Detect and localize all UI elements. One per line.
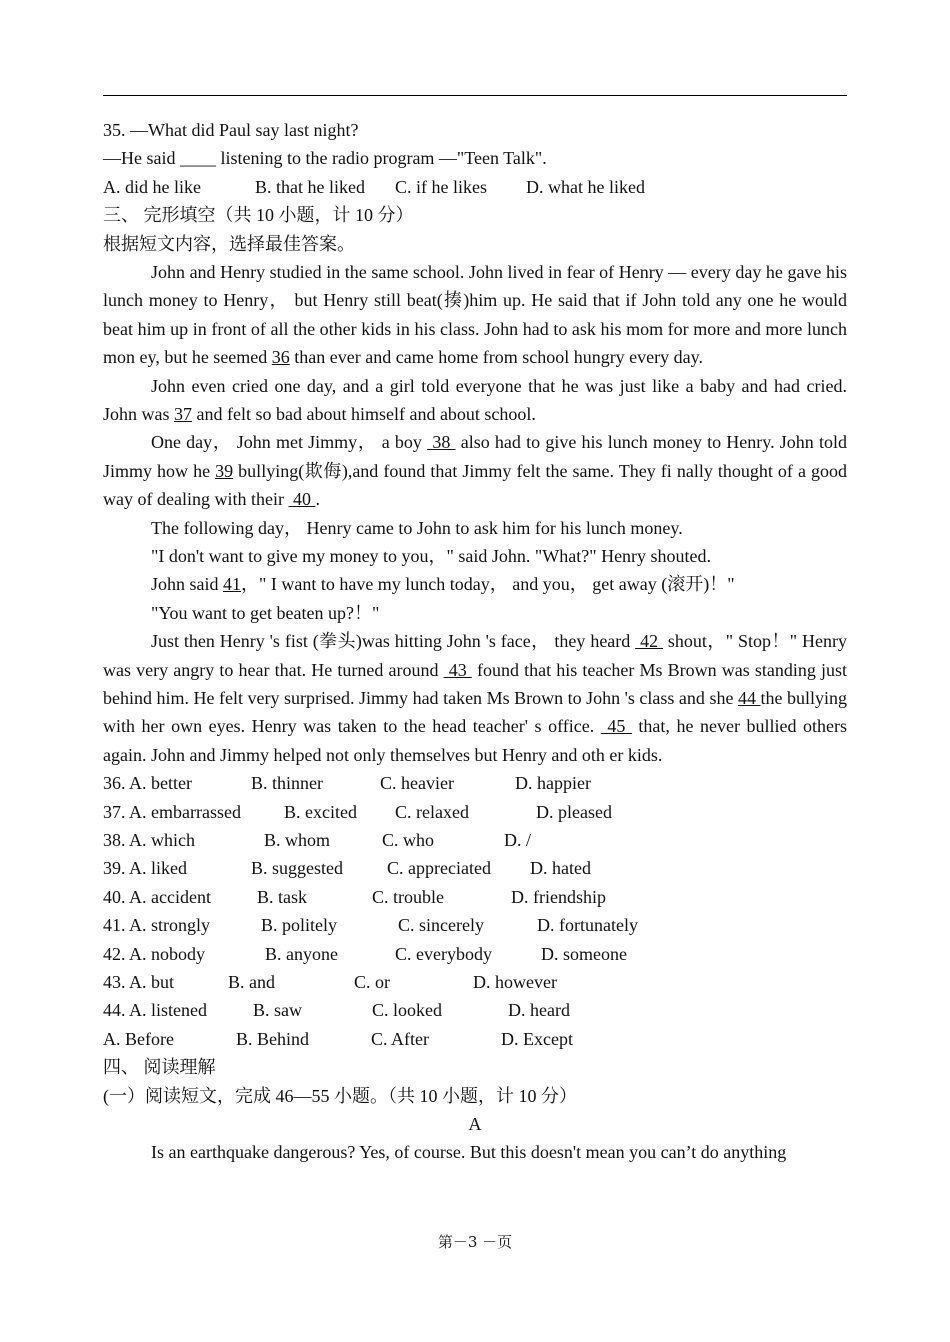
options-42: [103, 940, 847, 968]
option-c: C. appreciated: [387, 858, 491, 879]
passage-paragraph-4: The following day， Henry came to John to ask him for his lunch money.: [151, 517, 683, 538]
option-c: C. or: [354, 972, 390, 992]
option-c: C. everybody: [395, 943, 492, 964]
option-b: B. Behind: [236, 1028, 310, 1049]
options-39: [103, 854, 847, 882]
passage-paragraph-5: "I don't want to give my money to you，" said John. "What?" Henry shouted.: [151, 546, 712, 567]
option-a: 39. A. liked: [103, 858, 187, 879]
passage-letter: A: [468, 1113, 482, 1134]
option-b: B. suggested: [251, 858, 343, 879]
passage-paragraph-8: Just then Henry 's fist (拳头)was hitting John 's face， they heard 42 shout，" Stop！" Henry was very angry to hear that. He turned around 43 found that his teacher Ms Brown was standing just behind him. He felt very surprised. Jimmy had taken Ms Brown to John 's class and she 44 the bullying with her own eyes. Henry was taken to the head teacher' s office. 45 that, he never bullied others again. John and Jimmy helped not only themselves but Henry and oth er kids.: [103, 631, 848, 765]
option-d: D. /: [504, 830, 531, 851]
blank-36: 36: [271, 347, 290, 368]
page-number: 第－3 －页: [437, 1233, 513, 1251]
option-c: C. heavier: [380, 773, 454, 794]
option-d: D. pleased: [536, 801, 612, 822]
option-b: B. saw: [253, 1000, 302, 1021]
option-a: 43. A. but: [103, 972, 175, 992]
option-a: 41. A. strongly: [103, 915, 211, 936]
option-b: B. whom: [264, 830, 331, 851]
q35-stem: 35. —What did Paul say last night?: [103, 120, 359, 140]
option-b: B. thinner: [251, 773, 323, 794]
section3-instruction: 根据短文内容，选择最佳答案。: [103, 233, 355, 254]
options-38: [103, 826, 847, 854]
blank-40: 40: [288, 489, 316, 510]
passage-paragraph-3: One day， John met Jimmy， a boy 38 also had to give his lunch money to Henry. John told Jimmy how he 39 bullying(欺侮),and found that Jimmy felt the same. They fi nally thought of a good way of dealing with their 40 .: [103, 432, 847, 510]
option-a: A. Before: [103, 1028, 174, 1049]
option-d: D. however: [473, 972, 557, 992]
option-a: 42. A. nobody: [103, 943, 206, 964]
blank-42: 42: [635, 631, 664, 652]
blank-41: 41: [223, 574, 241, 595]
q35-option-c: C. if he likes: [395, 176, 487, 197]
option-a: 44. A. listened: [103, 1000, 207, 1021]
passage-paragraph-2: John even cried one day, and a girl told everyone that he was just like a baby and had cried. John was 37 and felt so bad about himself and about school.: [103, 375, 847, 424]
option-d: D. fortunately: [537, 915, 638, 936]
options-37: [103, 798, 847, 826]
q35-option-a: A. did he like: [103, 176, 201, 197]
q35-options: [103, 173, 847, 201]
option-c: C. sincerely: [398, 915, 484, 936]
q35-blank: ____: [179, 148, 216, 169]
options-44: [103, 996, 847, 1024]
option-a: 38. A. which: [103, 830, 195, 851]
option-b: B. excited: [284, 801, 357, 822]
header-rule: [103, 95, 847, 96]
blank-45: 45: [600, 716, 632, 737]
option-c: C. looked: [372, 1000, 442, 1021]
section4-title: 四、 阅读理解: [103, 1057, 216, 1078]
option-d: D. heard: [508, 1000, 570, 1021]
section3-title: 三、 完形填空（共 10 小题，计 10 分）: [103, 205, 414, 226]
blank-43: 43: [443, 659, 472, 680]
option-a: 36. A. better: [103, 773, 192, 794]
options-43: [103, 968, 847, 996]
passage-paragraph-6: John said 41，" I want to have my lunch today， and you， get away (滚开)！": [151, 574, 735, 595]
blank-39: 39: [215, 460, 234, 481]
option-c: C. who: [382, 830, 435, 851]
option-b: B. politely: [261, 915, 337, 936]
option-d: D. Except: [501, 1028, 573, 1049]
option-b: B. anyone: [265, 943, 338, 964]
option-b: B. task: [257, 886, 308, 907]
passage-paragraph-1: John and Henry studied in the same school. John lived in fear of Henry — every day he gave his lunch money to Henry， but Henry still beat(揍)him up. He said that if John told any one he would beat him up in front of all the other kids in his class. John had to ask his mom for more and more lunch mon ey, but he seemed 36 than ever and came home from school hungry every day.: [103, 261, 847, 368]
q35-answer: —He said ____ listening to the radio program —"Teen Talk".: [103, 148, 547, 169]
options-40: [103, 883, 847, 911]
option-a: 40. A. accident: [103, 886, 211, 907]
page-content: [103, 116, 847, 1167]
option-d: D. happier: [515, 773, 591, 794]
blank-37: 37: [174, 403, 192, 424]
passage-paragraph-7: "You want to get beaten up?！": [151, 602, 380, 623]
option-c: C. After: [371, 1028, 429, 1049]
option-b: B. and: [228, 972, 275, 992]
blank-38: 38: [427, 432, 456, 453]
option-d: D. friendship: [511, 886, 606, 907]
option-c: C. relaxed: [395, 801, 469, 822]
q35-option-b: B. that he liked: [255, 176, 365, 197]
section4-subtitle: (一）阅读短文，完成 46—55 小题。（共 10 小题，计 10 分）: [103, 1085, 577, 1106]
option-d: D. hated: [530, 858, 591, 879]
reading-first-line: Is an earthquake dangerous? Yes, of course. But this doesn't mean you can’t do anything: [151, 1142, 787, 1163]
q35-option-d: D. what he liked: [526, 176, 645, 197]
options-41: [103, 911, 847, 939]
option-c: C. trouble: [372, 886, 444, 907]
option-a: 37. A. embarrassed: [103, 801, 241, 822]
option-d: D. someone: [541, 943, 627, 964]
options-45: [103, 1025, 847, 1053]
options-36: [103, 769, 847, 797]
blank-44: 44: [737, 688, 761, 709]
